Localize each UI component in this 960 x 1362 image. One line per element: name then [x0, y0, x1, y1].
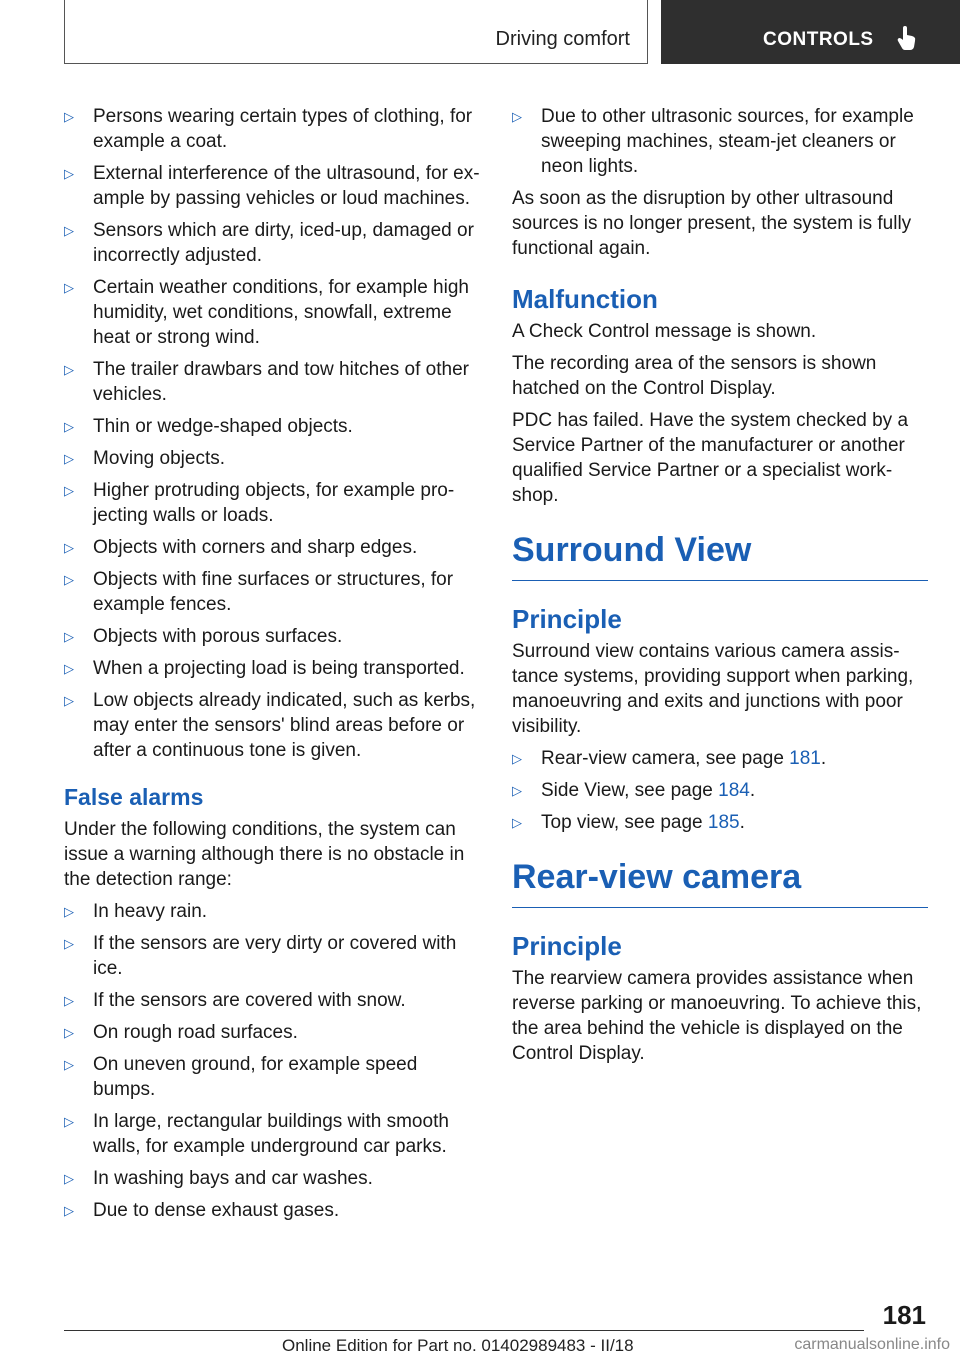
triangle-bullet-icon: ▷ — [64, 1114, 74, 1129]
list-item — [64, 624, 484, 649]
triangle-bullet-icon: ▷ — [64, 1203, 74, 1218]
page-reference-link[interactable]: 181 — [789, 748, 821, 769]
rear-camera-text: The rearview camera provides assistance when reverse parking or manoeuvring. To achieve this, the area behind the vehicle is displayed on the Control Display. — [512, 968, 922, 1064]
triangle-bullet-icon: ▷ — [64, 166, 74, 181]
list-item-text: The trailer drawbars and tow hitches of other vehicles. — [93, 359, 469, 405]
watermark-logo: carmanualsonline.info — [794, 1336, 950, 1353]
list-item-text: Rear-view camera, see page — [541, 748, 790, 769]
footer-divider — [64, 1330, 864, 1331]
list-item-text: Low objects already indicated, such as kerbs, may enter the sensors' blind areas before or after a continuous tone is given. — [93, 690, 476, 761]
list-item — [64, 1198, 484, 1223]
chapter-tab — [661, 0, 960, 64]
list-item-text: Objects with fine surfaces or structures, for example fences. — [93, 569, 454, 615]
malfunction-text-2: The recording area of the sensors is shown hatched on the Control Display. — [512, 353, 877, 399]
triangle-bullet-icon: ▷ — [64, 693, 74, 708]
malfunction-text-1: A Check Control message is shown. — [512, 321, 817, 342]
pointing-hand-icon — [897, 26, 917, 50]
triangle-bullet-icon: ▷ — [64, 936, 74, 951]
triangle-bullet-icon: ▷ — [64, 1025, 74, 1040]
restore-text: As soon as the disruption by other ultrasound sources is no longer present, the system is fully functional again. — [512, 188, 912, 259]
list-item — [64, 1020, 484, 1045]
triangle-bullet-icon: ▷ — [512, 751, 522, 766]
list-item-text: On uneven ground, for example speed bumps. — [93, 1054, 418, 1100]
false-alarms-list — [64, 899, 484, 1223]
triangle-bullet-icon: ▷ — [64, 629, 74, 644]
triangle-bullet-icon: ▷ — [64, 1057, 74, 1072]
list-item — [64, 446, 484, 471]
list-item-end: . — [739, 812, 745, 833]
list-item — [64, 1052, 484, 1102]
ultrasonic-list — [512, 104, 928, 179]
triangle-bullet-icon: ▷ — [64, 280, 74, 295]
list-item — [64, 275, 484, 350]
triangle-bullet-icon: ▷ — [64, 362, 74, 377]
list-item-text: In large, rectangular buildings with smooth walls, for example underground car parks. — [93, 1111, 449, 1157]
triangle-bullet-icon: ▷ — [64, 661, 74, 676]
list-item-text: Side View, see page — [541, 780, 719, 801]
false-alarms-intro: Under the following conditions, the system can issue a warning although there is no obstacle in the detection range: — [64, 819, 465, 890]
list-item-text: If the sensors are covered with snow. — [93, 990, 406, 1011]
list-item-text: Due to dense exhaust gases. — [93, 1200, 340, 1221]
right-column — [512, 104, 928, 1073]
triangle-bullet-icon: ▷ — [64, 109, 74, 124]
list-item-text: When a projecting load is being transported. — [93, 658, 465, 679]
left-column — [64, 104, 484, 1230]
false-alarms-heading: False alarms — [64, 784, 204, 810]
list-item — [64, 357, 484, 407]
surround-list — [512, 746, 928, 835]
list-item — [64, 988, 484, 1013]
list-item-text: Objects with porous surfaces. — [93, 626, 343, 647]
list-item — [512, 746, 928, 771]
list-item-text: On rough road surfaces. — [93, 1022, 298, 1043]
list-item — [64, 931, 484, 981]
list-item-end: . — [749, 780, 756, 801]
list-item — [512, 778, 928, 803]
list-item-text: Due to other ultrasonic sources, for example sweeping machines, steam-jet cleaners or neon lights. — [541, 106, 914, 177]
surround-text: Surround view contains various camera assis‐tance systems, providing support when parking, manoeuvring and exits and junctions with poor visibility. — [512, 641, 914, 737]
edition-text: Online Edition for Part no. 01402989483 - II/18 — [282, 1336, 634, 1355]
page-number: 181 — [882, 1300, 926, 1330]
list-item — [64, 414, 484, 439]
list-item-text: In heavy rain. — [93, 901, 208, 922]
list-item-text: Thin or wedge-shaped objects. — [93, 416, 353, 437]
list-item-text: Moving objects. — [93, 448, 226, 469]
list-item — [64, 688, 484, 763]
list-item — [64, 1109, 484, 1159]
triangle-bullet-icon: ▷ — [512, 109, 522, 124]
list-item — [512, 104, 928, 179]
list-item — [64, 1166, 484, 1191]
list-item — [64, 218, 484, 268]
list-item — [64, 567, 484, 617]
list-item-end: . — [820, 748, 827, 769]
principle-heading-2: Principle — [512, 931, 622, 961]
list-item-text: Higher protruding objects, for example pro‐jecting walls or loads. — [93, 480, 455, 526]
triangle-bullet-icon: ▷ — [512, 783, 522, 798]
page-reference-link[interactable]: 185 — [707, 812, 740, 833]
triangle-bullet-icon: ▷ — [64, 572, 74, 587]
triangle-bullet-icon: ▷ — [64, 419, 74, 434]
list-item-text: Objects with corners and sharp edges. — [93, 537, 418, 558]
page-reference-link[interactable]: 184 — [718, 780, 750, 801]
list-item-text: Certain weather conditions, for example high humidity, wet conditions, snowfall, extreme heat or strong wind. — [93, 277, 469, 348]
limitations-list — [64, 104, 484, 763]
list-item — [64, 478, 484, 528]
section-title: Driving comfort — [495, 28, 630, 50]
list-item-text: If the sensors are very dirty or covered with ice. — [93, 933, 457, 979]
principle-heading-1: Principle — [512, 604, 622, 634]
triangle-bullet-icon: ▷ — [64, 540, 74, 555]
triangle-bullet-icon: ▷ — [64, 993, 74, 1008]
malfunction-text-3: PDC has failed. Have the system checked by a Service Partner of the manufacturer or another qualified Service Partner or a specialist work‐shop. — [512, 410, 909, 506]
chapter-label: CONTROLS — [763, 29, 874, 50]
triangle-bullet-icon: ▷ — [512, 815, 522, 830]
list-item — [64, 161, 484, 211]
list-item — [512, 810, 928, 835]
list-item-text: External interference of the ultrasound, for ex‐ample by passing vehicles or loud machines. — [93, 163, 480, 209]
triangle-bullet-icon: ▷ — [64, 1171, 74, 1186]
surround-view-heading: Surround View — [512, 530, 928, 581]
list-item-text: In washing bays and car washes. — [93, 1168, 373, 1189]
triangle-bullet-icon: ▷ — [64, 483, 74, 498]
triangle-bullet-icon: ▷ — [64, 451, 74, 466]
list-item — [64, 104, 484, 154]
rear-view-camera-heading: Rear-view camera — [512, 857, 928, 908]
list-item — [64, 899, 484, 924]
triangle-bullet-icon: ▷ — [64, 223, 74, 238]
list-item-text: Top view, see page — [541, 812, 708, 833]
list-item-text: Sensors which are dirty, iced-up, damaged or incorrectly adjusted. — [93, 220, 474, 266]
list-item — [64, 535, 484, 560]
malfunction-heading: Malfunction — [512, 284, 658, 314]
triangle-bullet-icon: ▷ — [64, 904, 74, 919]
list-item-text: Persons wearing certain types of clothing, for example a coat. — [93, 106, 473, 152]
list-item — [64, 656, 484, 681]
